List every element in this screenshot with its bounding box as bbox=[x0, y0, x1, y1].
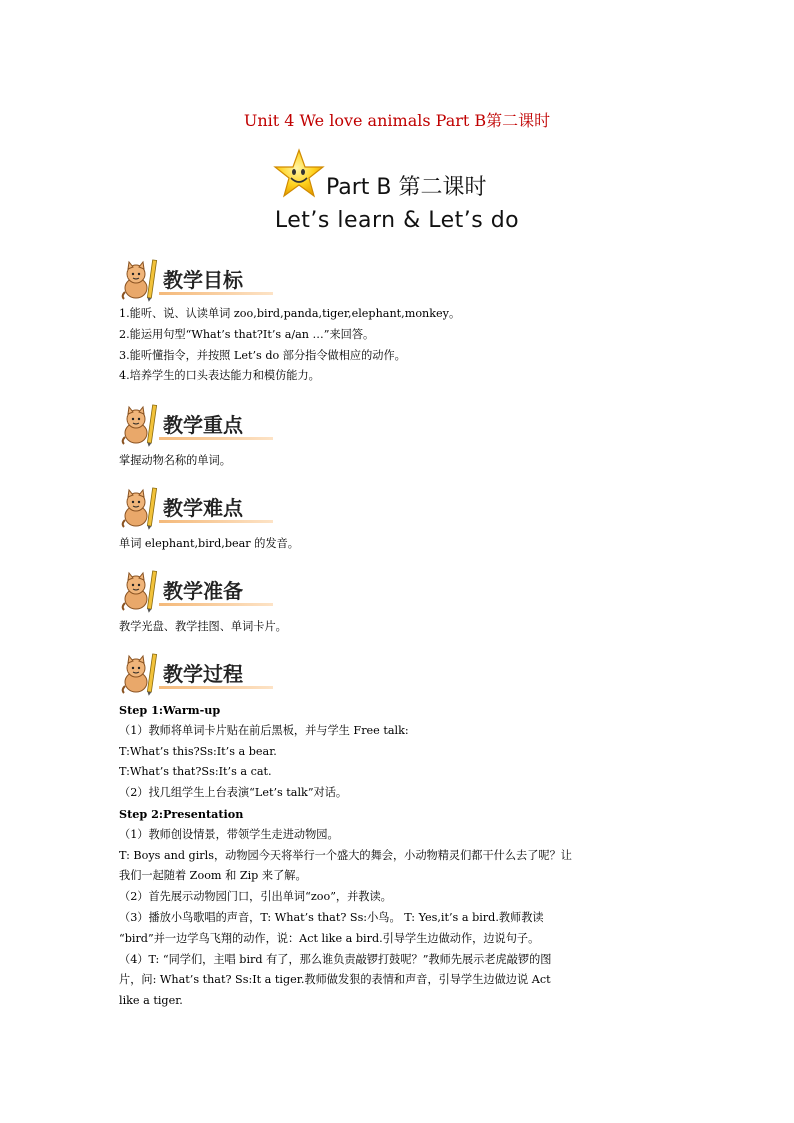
step-heading: Step 1:Warm-up bbox=[119, 703, 221, 717]
section-label: 教学难点 bbox=[163, 496, 243, 520]
section-label: 教学目标 bbox=[163, 268, 243, 292]
document-title: Unit 4 We love animals Part B第二课时 bbox=[243, 111, 551, 130]
section-heading-objectives bbox=[119, 258, 269, 302]
section-label: 教学重点 bbox=[163, 413, 243, 437]
cat-with-pencil-icon bbox=[119, 258, 163, 302]
cat-with-pencil-icon bbox=[119, 486, 163, 530]
step-heading: Step 2:Presentation bbox=[119, 806, 244, 821]
text-line: （4）T: “同学们，主唱 bird 有了，那么谁负责敲锣打鼓呢？”教师先展示老虎敲锣的图 bbox=[119, 952, 552, 966]
section-heading-key-points bbox=[119, 403, 269, 447]
text-line: 4.培养学生的口头表达能力和模仿能力。 bbox=[119, 369, 320, 383]
cat-with-pencil-icon bbox=[119, 569, 163, 613]
section-underline bbox=[159, 686, 273, 689]
process-text bbox=[119, 700, 572, 1012]
text-line: （3）播放小鸟歌唱的声音，T: What’s that? Ss:小鸟。 T: Yes,it’s a bird.教师教读 bbox=[119, 910, 544, 924]
section-label: 教学过程 bbox=[163, 662, 243, 686]
text-line: T:What’s that?Ss:It’s a cat. bbox=[119, 765, 272, 779]
section-heading-difficulties bbox=[119, 486, 269, 530]
text-line: T:What’s this?Ss:It’s a bear. bbox=[119, 744, 277, 758]
text-line: （2）首先展示动物园门口，引出单词“zoo”，并教读。 bbox=[119, 890, 392, 904]
text-line: （2）找几组学生上台表演“Let’s talk”对话。 bbox=[119, 786, 348, 800]
cat-with-pencil-icon bbox=[119, 652, 163, 696]
cat-with-pencil-icon bbox=[119, 403, 163, 447]
text-line: “bird”并一边学鸟飞翔的动作，说：Act like a bird.引导学生边做动作，边说句子。 bbox=[119, 931, 540, 945]
text-line: 教学光盘、教学挂图、单词卡片。 bbox=[119, 620, 287, 633]
section-underline bbox=[159, 437, 273, 440]
text-line: 我们一起随着 Zoom 和 Zip 来了解。 bbox=[119, 869, 307, 883]
text-line: 1.能听、说、认读单词 zoo,bird,panda,tiger,elephant,monkey。 bbox=[119, 307, 461, 320]
section-heading-preparation bbox=[119, 569, 269, 613]
smiling-star-icon bbox=[272, 148, 326, 200]
lesson-subheading: Let’s learn & Let’s do bbox=[274, 208, 520, 233]
section-underline bbox=[159, 520, 273, 523]
difficulties-text bbox=[119, 534, 299, 555]
key-points-text bbox=[119, 451, 231, 472]
objectives-text bbox=[119, 304, 460, 387]
text-line: （1）教师将单词卡片贴在前后黑板，并与学生 Free talk: bbox=[119, 723, 409, 737]
text-line: 掌握动物名称的单词。 bbox=[119, 454, 231, 467]
text-line: T: Boys and girls，动物园今天将举行一个盛大的舞会，小动物精灵们都干什么去了呢？让 bbox=[119, 848, 572, 862]
text-line: 单词 elephant,bird,bear 的发音。 bbox=[119, 537, 299, 550]
text-line: like a tiger. bbox=[119, 994, 183, 1008]
text-line: 2.能运用句型“What’s that?It’s a/an …”来回答。 bbox=[119, 327, 375, 341]
text-line: 片，问: What’s that? Ss:It a tiger.教师做发狠的表情和声音，引导学生边做边说 Act bbox=[119, 973, 551, 987]
part-heading: Part B 第二课时 bbox=[326, 175, 487, 200]
section-underline bbox=[159, 292, 273, 295]
section-heading-process bbox=[119, 652, 269, 696]
text-line: 3.能听懂指令，并按照 Let’s do 部分指令做相应的动作。 bbox=[119, 348, 406, 362]
text-line: （1）教师创设情景，带领学生走进动物园。 bbox=[119, 827, 339, 841]
section-underline bbox=[159, 603, 273, 606]
preparation-text bbox=[119, 617, 287, 638]
section-label: 教学准备 bbox=[163, 579, 243, 603]
